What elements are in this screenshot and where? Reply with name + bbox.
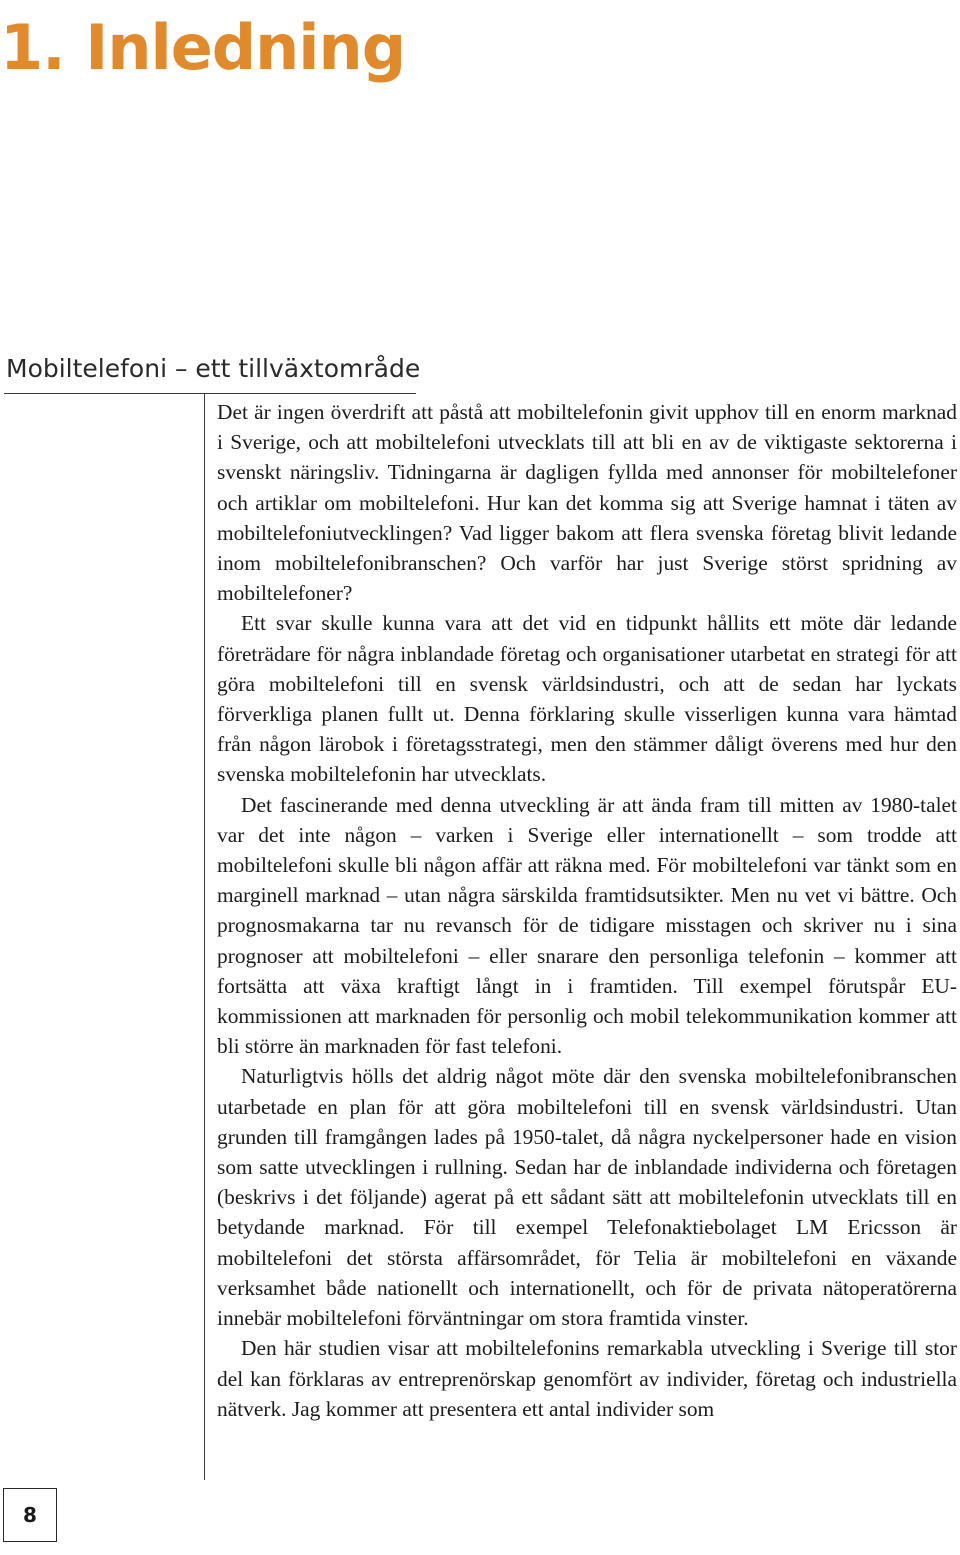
body-text [217,397,957,1424]
section-heading: Mobiltelefoni – ett tillväxtområde [6,354,421,383]
page-number: 8 [3,1488,57,1542]
chapter-title: 1. Inledning [0,11,406,84]
paragraph: Det fascinerande med denna utveckling är att ända fram till mitten av 1980-talet var det inte någon – varken i Sverige eller internationellt – som trodde att mobiltelefoni skulle bli någon affär att räkna med. För mobiltelefoni var tänkt som en marginell marknad – utan några särskilda framtidsutsikter. Men nu vet vi bättre. Och prognosmakarna tar nu revansch för de tidigare misstagen och skriver nu i sina prognoser att mobiltelefoni – eller snarare den personliga telefonin – kommer att fortsätta att växa kraftigt långt in i framtiden. Till exempel förutspår EU-kommissionen att marknaden för personlig och mobil telekommunikation kommer att bli större än marknaden för fast telefoni. [217,792,957,1059]
section-divider [4,393,416,394]
paragraph: Ett svar skulle kunna vara att det vid en tidpunkt hållits ett möte där ledande företrädare för några inblandade företag och organisationer utarbetat en strategi för att göra mobiltelefoni till en svensk världsindustri, och att de sedan har lyckats förverkliga planen fullt ut. Denna förklaring skulle visserligen kunna vara hämtad från någon lärobok i företagsstrategi, men den stämmer dåligt överens med hur den svenska mobiltelefonin har utvecklats. [217,611,957,787]
margin-rule [204,393,205,1480]
paragraph: Det är ingen överdrift att påstå att mobiltelefonin givit upphov till en enorm marknad i Sverige, och att mobiltelefoni utvecklats till att bli en av de viktigaste sektorerna i svenskt näringsliv. Tidningarna är dagligen fyllda med annonser för mobiltelefoner och artiklar om mobiltelefoni. Hur kan det komma sig att Sverige hamnat i täten av mobiltelefoniutvecklingen? Vad ligger bakom att flera svenska företag blivit ledande inom mobiltelefonibranschen? Och varför har just Sverige störst spridning av mobiltelefoner? [217,400,957,606]
paragraph: Naturligtvis hölls det aldrig något möte där den svenska mobiltelefonibranschen utarbetade en plan för att göra mobiltelefoni till en svensk världsindustri. Utan grunden till framgången lades på 1950-talet, då några nyckelpersoner hade en vision som satte utvecklingen i rullning. Sedan har de inblandade individerna och företagen (beskrivs i det följande) agerat på ett sådant sätt att mobiltelefonin utvecklats till en betydande marknad. För till exempel Telefonaktiebolaget LM Ericsson är mobiltelefoni det största affärsområdet, för Telia är mobiltelefoni en växande verksamhet både nationellt och internationellt, och för de privata nätoperatörerna innebär mobiltelefoni förväntningar om stora framtida vinster. [217,1064,957,1331]
paragraph: Den här studien visar att mobiltelefonins remarkabla utveckling i Sverige till stor del kan förklaras av entreprenörskap genomfört av individer, företag och industriella nätverk. Jag kommer att presentera ett antal individer som [217,1336,957,1421]
